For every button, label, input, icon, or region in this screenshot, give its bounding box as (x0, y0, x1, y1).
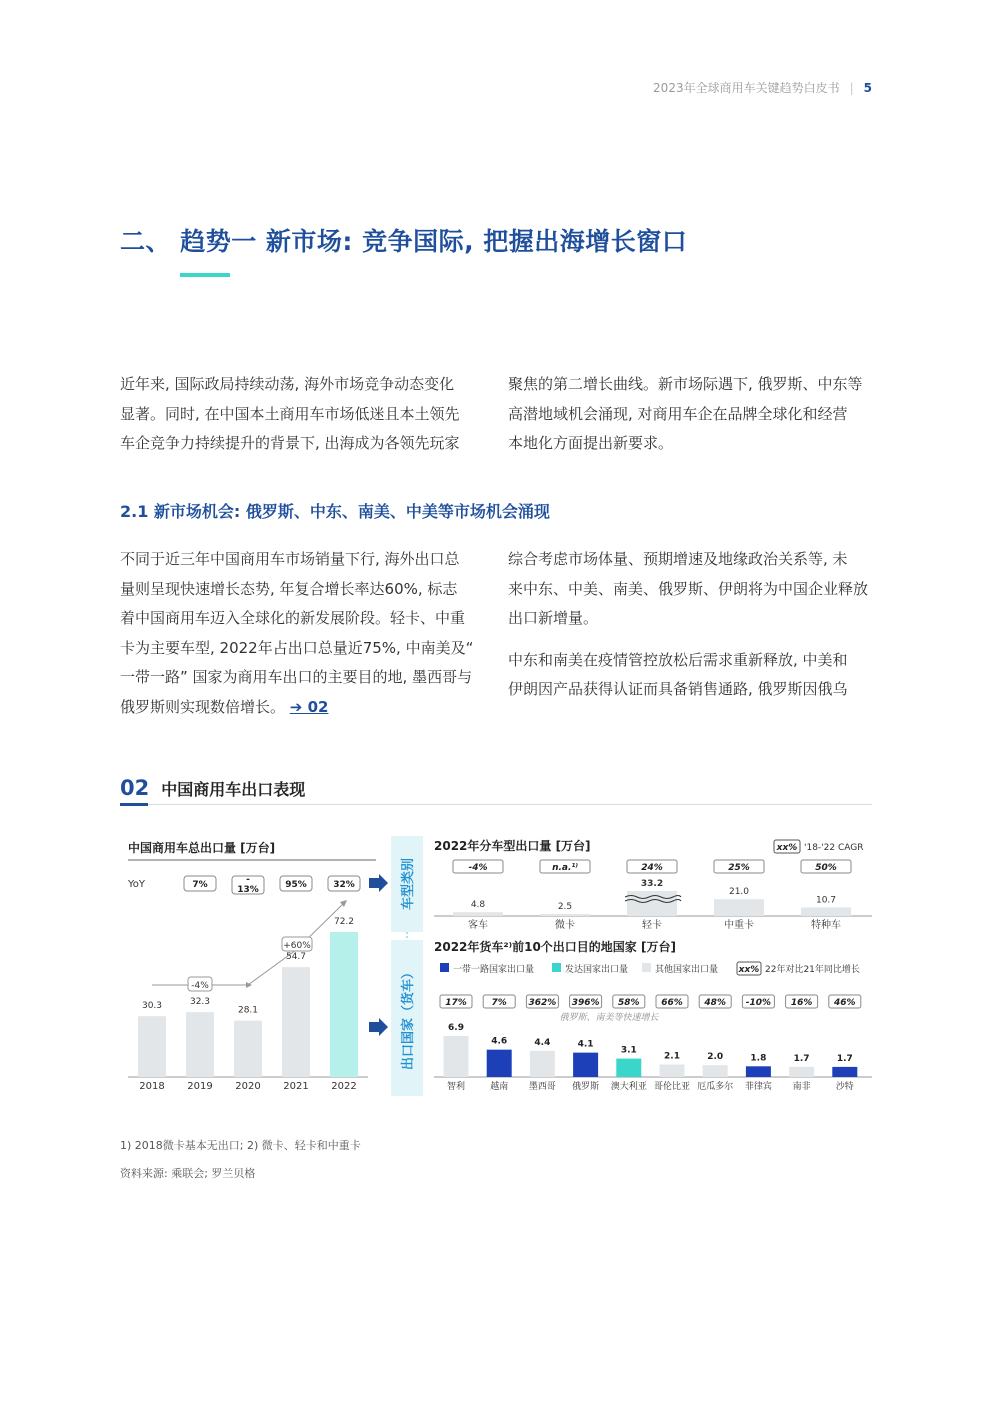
yoy-value: 95% (285, 880, 307, 890)
bar (660, 1065, 685, 1077)
legend-text: 22年对比21年同比增长 (765, 965, 860, 975)
header-divider: | (849, 81, 854, 95)
cagr-value: 50% (815, 863, 837, 873)
bar (801, 907, 851, 916)
legend-tag: xx% (738, 965, 760, 975)
flow-arrow-bottom (369, 1018, 388, 1036)
title-accent-bar (180, 273, 230, 277)
source-note: 资料来源: 乘联会; 罗兰贝格 (120, 1167, 256, 1180)
bar (789, 1067, 814, 1077)
bar (487, 1050, 512, 1077)
x-tick-label: 菲律宾 (744, 1082, 772, 1092)
body-line: 着中国商用车迈入全球化的新发展阶段。轻卡、中重 (120, 609, 466, 627)
body-line: 中东和南美在疫情管控放松后需求重新释放, 中美和 (508, 650, 848, 669)
bar-value-label: 30.3 (141, 1001, 163, 1012)
intro-line: 近年来, 国际政局持续动荡, 海外市场竞争动态变化 (120, 375, 455, 393)
bar-value-label: 4.1 (577, 1039, 594, 1050)
growth-value: 362% (528, 998, 557, 1008)
x-tick-label: 俄罗斯 (572, 1082, 600, 1092)
page-header (653, 79, 872, 96)
x-tick-label: 墨西哥 (528, 1082, 556, 1092)
bar-value-label: 3.1 (620, 1045, 637, 1056)
body-line: 来中东、中美、南美、俄罗斯、伊朗将为中国企业释放 (508, 579, 869, 598)
footnote: 1) 2018微卡基本无出口; 2) 微卡、轻卡和中重卡 (120, 1139, 361, 1152)
bar-value-label: 1.7 (836, 1053, 853, 1064)
body-right-column (508, 545, 878, 705)
side-label-vehicle-type: 车型类别 (401, 857, 416, 911)
yoy-value: 32% (333, 880, 355, 890)
figure-reference-link[interactable]: ➔ 02 (289, 697, 329, 716)
body-line: 出口新增量。 (508, 609, 599, 627)
report-title: 2023年全球商用车关键趋势白皮书 (653, 81, 840, 95)
legend-entry: 发达国家出口量 (565, 965, 629, 975)
bar (627, 891, 677, 916)
x-tick-label: 中重卡 (724, 920, 754, 931)
x-tick-label: 沙特 (835, 1082, 854, 1092)
x-tick-label: 2022 (331, 1081, 357, 1092)
vehicle-type-chart (434, 838, 872, 931)
x-tick-label: 越南 (490, 1082, 509, 1092)
legend-tag: xx% (776, 843, 798, 853)
body-left-column (120, 545, 492, 722)
intro-line: 本地化方面提出新要求。 (508, 434, 674, 452)
bar (616, 1059, 641, 1077)
yoy-value-line: - (246, 875, 250, 885)
bar-value-label: 2.0 (707, 1052, 724, 1063)
bar-value-label: 1.7 (793, 1053, 810, 1064)
section-title: 二、 趋势一 新市场: 竞争国际, 把握出海增长窗口 (120, 227, 688, 256)
bar (453, 912, 503, 916)
growth-value: 16% (790, 998, 813, 1008)
bar-value-label: 4.8 (470, 900, 486, 911)
bar (138, 1016, 166, 1077)
figure-number: 02 (120, 776, 150, 800)
x-tick-label: 澳大利亚 (610, 1082, 647, 1092)
x-tick-label: 轻卡 (642, 920, 662, 931)
x-tick-label: 特种车 (811, 920, 841, 931)
figure-divider-accent (120, 803, 148, 806)
subsection-title: 2.1 新市场机会: 俄罗斯、中东、南美、中美等市场机会涌现 (120, 502, 550, 521)
bar-value-label: 28.1 (237, 1005, 259, 1016)
bar-value-label: 33.2 (640, 879, 664, 889)
bar (282, 967, 310, 1077)
legend-entry: 其他国家出口量 (655, 965, 719, 975)
bar (330, 932, 358, 1077)
bar (703, 1065, 728, 1077)
x-tick-label: 2019 (187, 1081, 213, 1092)
bar (832, 1067, 857, 1077)
annotation-growth: +60% (283, 941, 311, 951)
bar (234, 1021, 262, 1077)
yoy-label: YoY (128, 879, 146, 890)
legend-entry: 一带一路国家出口量 (453, 965, 535, 975)
bar-value-label: 72.2 (333, 917, 355, 927)
growth-value: 58% (618, 998, 640, 1008)
growth-value: -10% (745, 998, 772, 1008)
intro-line: 显著。同时, 在中国本土商用车市场低迷且本土领先 (120, 404, 460, 423)
body-line: 量则呈现快速增长态势, 年复合增长率达60%, 标志 (120, 579, 458, 598)
x-tick-label: 2021 (283, 1081, 309, 1092)
growth-value: 46% (834, 998, 856, 1008)
body-line: 综合考虑市场体量、预期增速及地缘政治关系等, 未 (508, 550, 848, 568)
bar-value-label: 2.5 (557, 902, 573, 912)
growth-value: 7% (491, 998, 507, 1008)
body-line: 伊朗因产品获得认证而具备销售通路, 俄罗斯因俄乌 (508, 680, 848, 698)
legend-swatch (642, 963, 651, 972)
intro-right-column (508, 370, 878, 459)
bar-value-label: 4.4 (534, 1037, 551, 1048)
x-tick-label: 2018 (139, 1081, 165, 1092)
cagr-value: 25% (728, 863, 750, 873)
x-tick-label: 哥伦比亚 (653, 1082, 691, 1092)
bar-value-label: 1.8 (750, 1053, 767, 1064)
growth-value: 66% (661, 998, 683, 1008)
bar (530, 1051, 555, 1077)
figure-divider (120, 804, 872, 805)
intro-line: 高潜地域机会涌现, 对商用车企在品牌全球化和经营 (508, 404, 848, 423)
x-tick-label: 微卡 (555, 920, 575, 931)
growth-note: 俄罗斯、南美等快速增长 (559, 1013, 659, 1023)
figure-title (120, 776, 305, 800)
x-tick-label: 客车 (468, 920, 488, 931)
bar-value-label: 4.6 (491, 1036, 508, 1047)
cagr-value: n.a.¹⁾ (552, 863, 578, 873)
annotation-decline: -4% (191, 981, 209, 991)
x-tick-label: 南非 (792, 1082, 811, 1092)
bar (444, 1036, 469, 1077)
flow-arrow-top (369, 874, 388, 892)
bar-value-label: 32.3 (189, 997, 211, 1008)
legend-swatch (440, 963, 449, 972)
body-line (120, 693, 492, 723)
paragraph-gap (508, 634, 878, 646)
cagr-value: 24% (641, 863, 663, 873)
body-line: 不同于近三年中国商用车市场销量下行, 海外出口总 (120, 550, 460, 568)
bar-value-label: 2.1 (664, 1051, 680, 1062)
bar (714, 899, 764, 916)
yoy-value-line: 13% (237, 885, 259, 895)
bar (186, 1012, 214, 1077)
intro-left-column (120, 370, 490, 459)
legend-text: '18-'22 CAGR (804, 843, 864, 853)
destination-chart (434, 939, 872, 1092)
export-figure (0, 820, 992, 1120)
bar (746, 1066, 771, 1077)
legend-swatch (552, 963, 561, 972)
body-line: 一带一路” 国家为商用车出口的主要目的地, 墨西哥与 (120, 668, 473, 686)
page-number: 5 (863, 81, 872, 95)
x-tick-label: 厄瓜多尔 (697, 1082, 734, 1092)
chart-title: 中国商用车总出口量 [万台] (128, 841, 276, 855)
body-line-text: 俄罗斯则实现数倍增长。 (120, 697, 286, 716)
chart-title: 2022年分车型出口量 [万台] (434, 839, 591, 853)
cagr-value: -4% (468, 863, 488, 873)
growth-value: 396% (571, 998, 600, 1008)
legend (440, 963, 718, 975)
intro-line: 车企竞争力持续提升的背景下, 出海成为各领先玩家 (120, 434, 460, 452)
body-line: 卡为主要车型, 2022年占出口总量近75%, 中南美及“ (120, 638, 474, 657)
side-label-export-country: 出口国家（货车） (401, 965, 416, 1071)
x-tick-label: 2020 (235, 1081, 261, 1092)
bar-value-label: 6.9 (448, 1023, 464, 1033)
total-export-chart (127, 840, 376, 1092)
x-tick-label: 智利 (446, 1082, 466, 1092)
chart-title: 2022年货车²⁾前10个出口目的地国家 [万台] (434, 940, 676, 954)
growth-value: 17% (445, 998, 467, 1008)
bar-value-label: 21.0 (728, 887, 750, 898)
growth-value: 48% (704, 998, 726, 1008)
bar-value-label: 10.7 (815, 895, 837, 906)
bar-value-label: 54.7 (285, 952, 307, 963)
yoy-value: 7% (192, 880, 208, 890)
bar (540, 914, 590, 916)
intro-line: 聚焦的第二增长曲线。新市场际遇下, 俄罗斯、中东等 (508, 375, 863, 393)
bar (573, 1053, 598, 1077)
figure-title-text: 中国商用车出口表现 (161, 780, 306, 799)
